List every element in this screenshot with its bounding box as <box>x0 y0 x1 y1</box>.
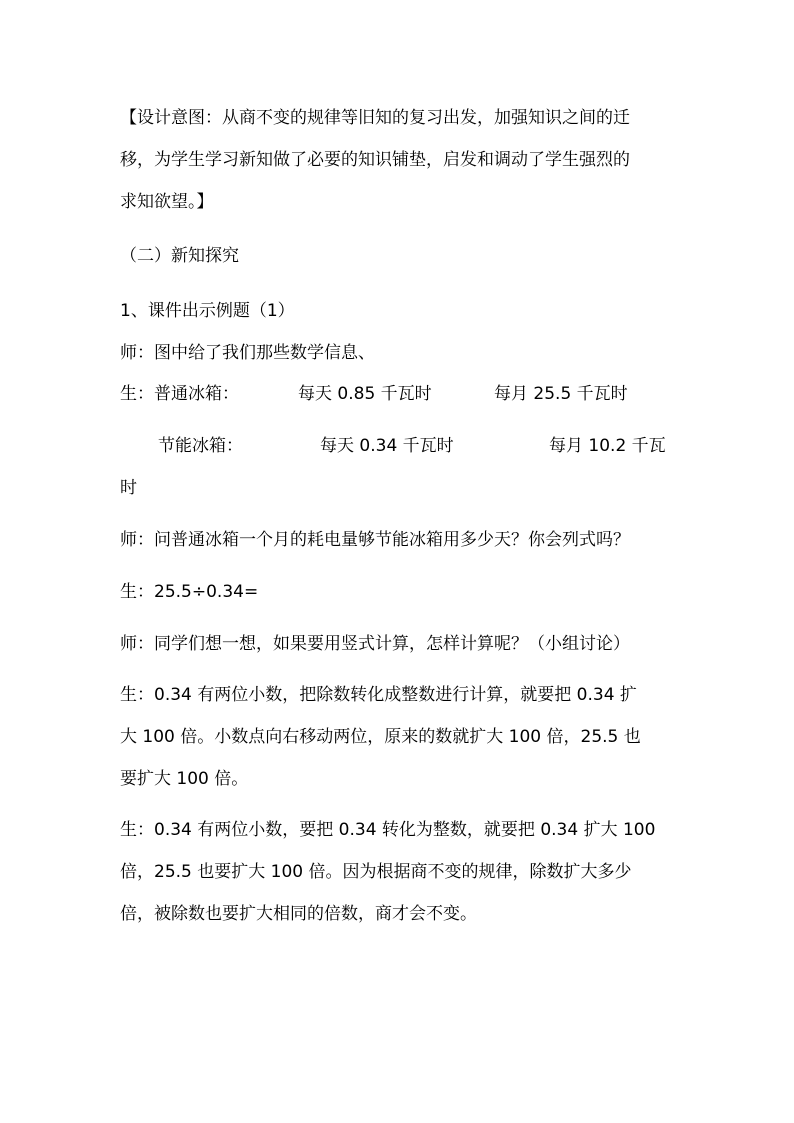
item-title: 1、课件出示例题（1） <box>120 301 295 321</box>
student-answer-1-line-3: 要扩大 100 倍。 <box>120 769 249 789</box>
design-intent-line-1: 【设计意图：从商不变的规律等旧知的复习出发，加强知识之间的迁 <box>120 108 630 128</box>
student-answer-1-line-1: 生：0.34 有两位小数，把除数转化成整数进行计算，就要把 0.34 扩 <box>120 685 637 705</box>
design-intent-line-3: 求知欲望。】 <box>120 192 214 212</box>
student-answer-2-line-1: 生：0.34 有两位小数，要把 0.34 转化为整数，就要把 0.34 扩大 100 <box>120 820 656 840</box>
teacher-question-1: 师：图中给了我们那些数学信息、 <box>120 343 375 363</box>
section-title: （二）新知探究 <box>120 246 239 266</box>
teacher-question-2: 师：问普通冰箱一个月的耗电量够节能冰箱用多少天？你会列式吗？ <box>120 530 630 550</box>
saving-fridge-label: 节能冰箱： <box>158 436 243 456</box>
ordinary-fridge-monthly: 每月 25.5 千瓦时 <box>494 384 628 404</box>
teacher-question-3: 师：同学们想一想，如果要用竖式计算，怎样计算呢？（小组讨论） <box>120 634 630 654</box>
student-answer-1-line-2: 大 100 倍。小数点向右移动两位，原来的数就扩大 100 倍，25.5 也 <box>120 727 641 747</box>
design-intent-line-2: 移，为学生学习新知做了必要的知识铺垫，启发和调动了学生强烈的 <box>120 150 630 170</box>
ordinary-fridge-label: 生：普通冰箱： <box>120 384 239 404</box>
student-formula: 生：25.5÷0.34= <box>120 582 259 602</box>
student-answer-2-line-3: 倍，被除数也要扩大相同的倍数，商才会不变。 <box>120 904 477 924</box>
ordinary-fridge-daily: 每天 0.85 千瓦时 <box>298 384 432 404</box>
saving-fridge-monthly: 每月 10.2 千瓦 <box>549 436 666 456</box>
student-answer-2-line-2: 倍，25.5 也要扩大 100 倍。因为根据商不变的规律，除数扩大多少 <box>120 862 632 882</box>
saving-fridge-daily: 每天 0.34 千瓦时 <box>320 436 454 456</box>
saving-fridge-wrap: 时 <box>120 478 137 498</box>
